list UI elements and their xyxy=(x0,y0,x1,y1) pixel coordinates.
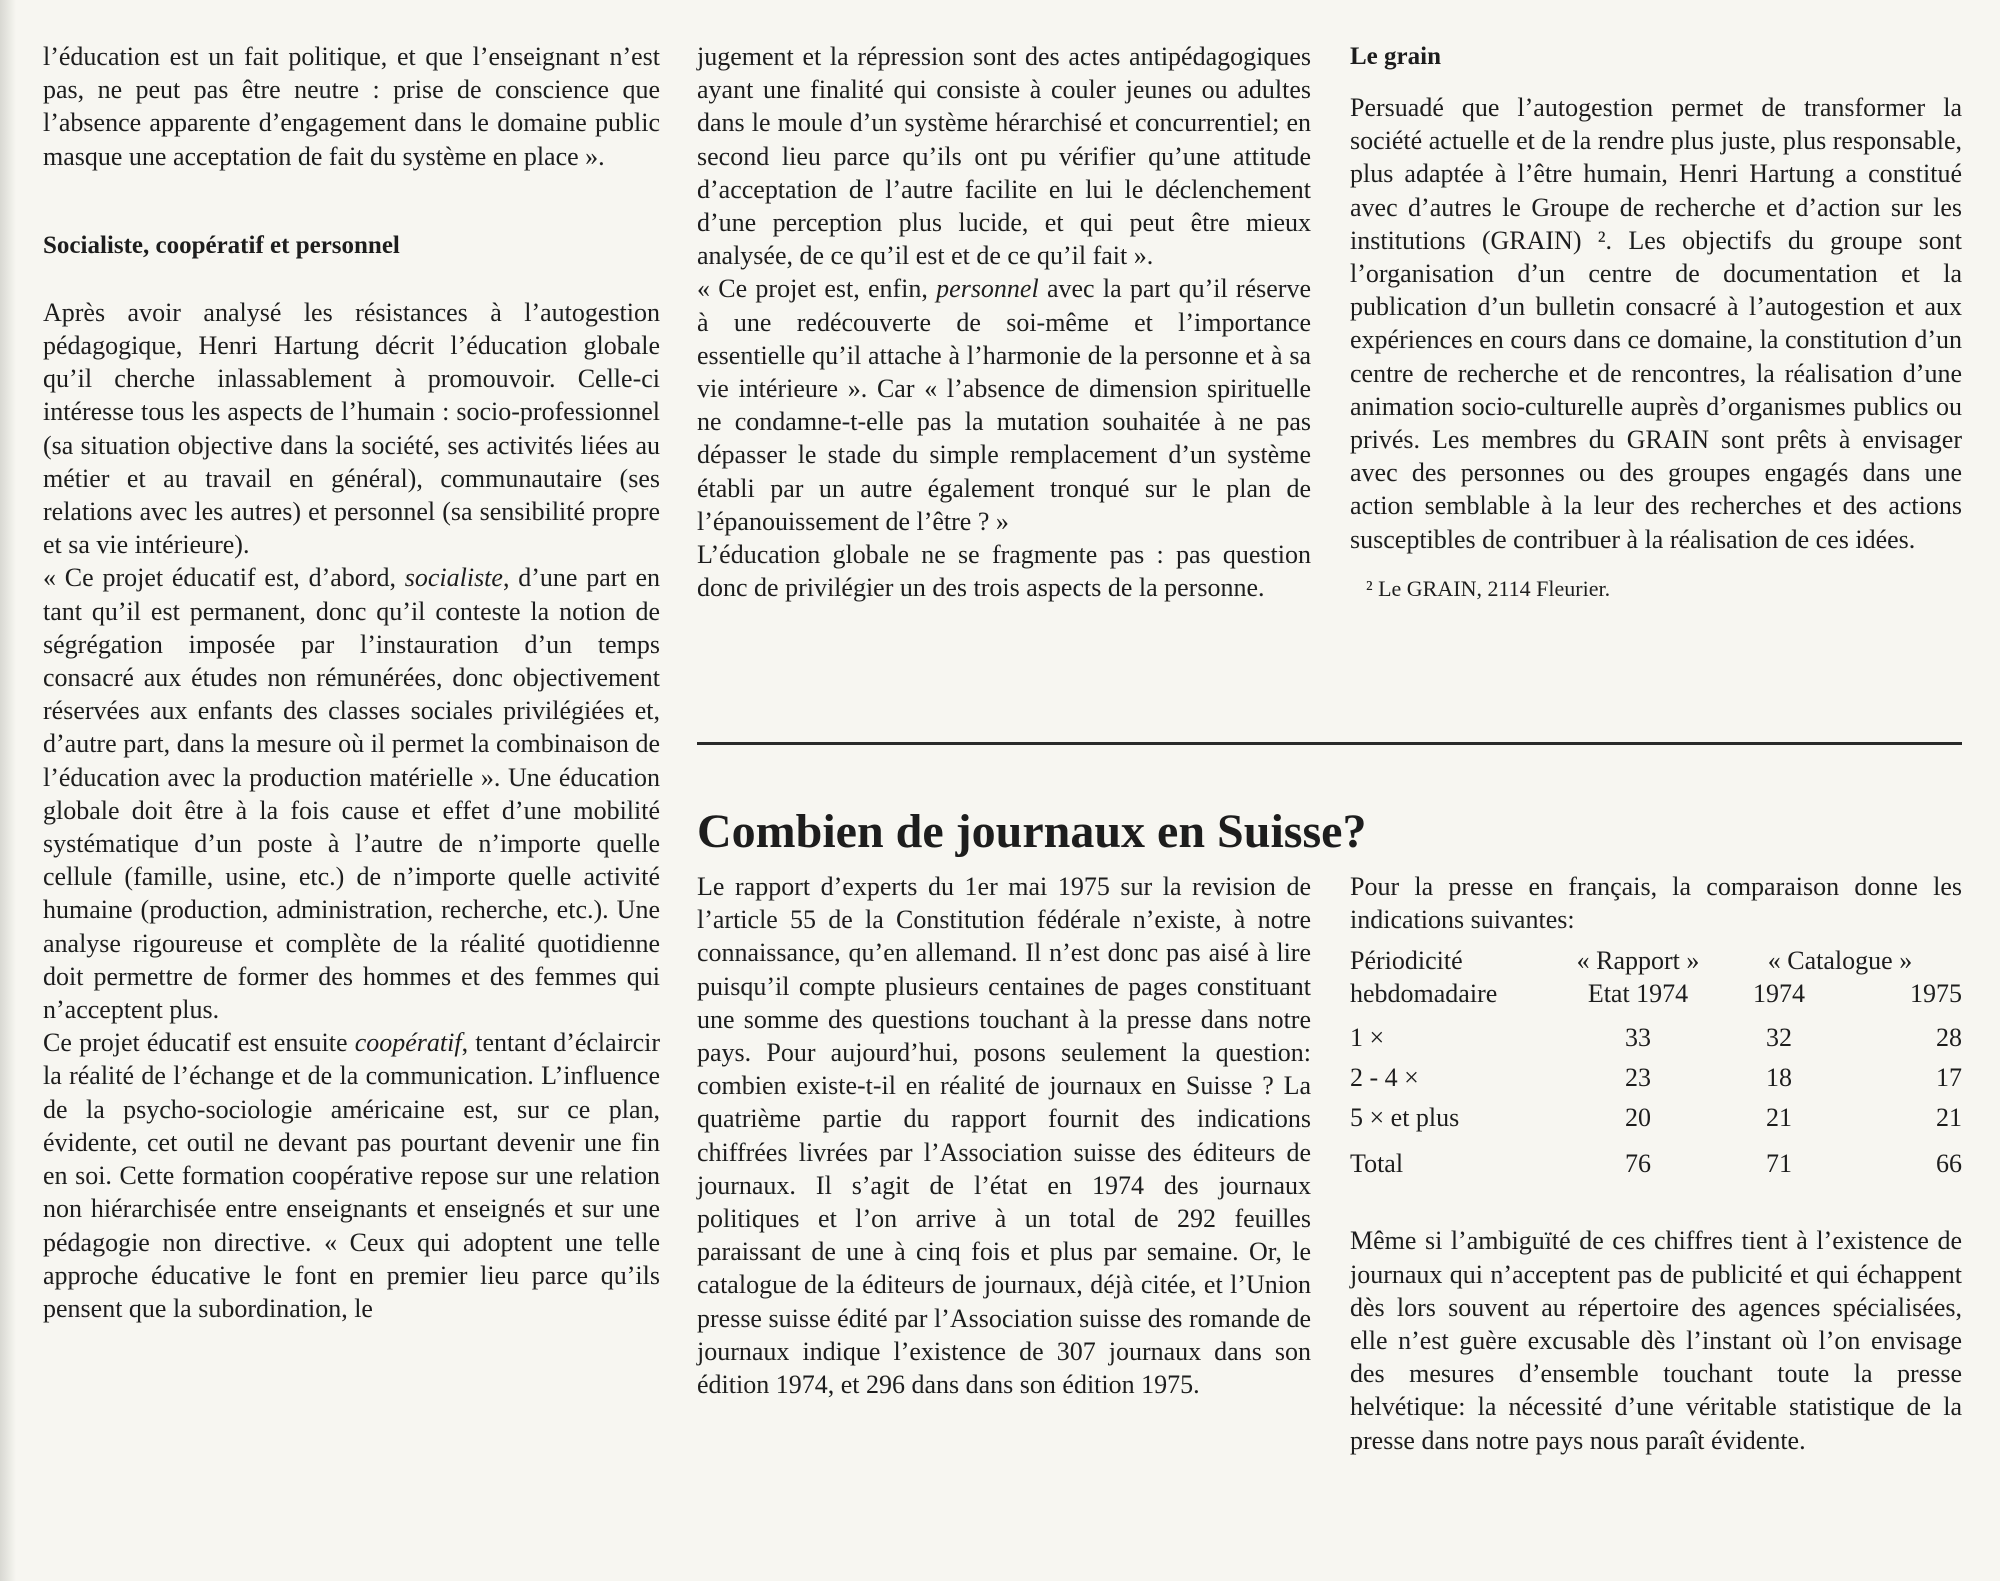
table-header-cell: hebdomadaire xyxy=(1350,979,1498,1009)
table-header-cell: « Catalogue » xyxy=(1767,946,1913,976)
table-header-cell: « Rapport » xyxy=(1576,946,1700,976)
article-headline: Combien de journaux en Suisse? xyxy=(697,805,1367,858)
column-1 xyxy=(43,40,660,1325)
footnote-grain: ² Le GRAIN, 2114 Fleurier. xyxy=(1366,575,1611,601)
table-header-cell: 1975 xyxy=(1910,979,1962,1009)
col2-paragraph-3: L’éducation globale ne se fragmente pas : pas question donc de privilégier un des trois aspects de la personne. xyxy=(697,540,1311,603)
table-cell: 66 xyxy=(1936,1149,1962,1179)
table-cell: 20 xyxy=(1625,1103,1651,1133)
table-cell: 71 xyxy=(1766,1149,1792,1179)
section-divider-rule xyxy=(697,742,1962,745)
table-cell: 17 xyxy=(1936,1063,1962,1093)
press-statistics-table xyxy=(1350,944,1962,1184)
table-cell: 1 × xyxy=(1350,1023,1385,1053)
table-cell: 5 × et plus xyxy=(1350,1103,1460,1133)
table-cell: Total xyxy=(1350,1149,1404,1179)
article-intro: Pour la presse en français, la comparaison donne les indications suivantes: xyxy=(1350,872,1962,935)
table-row xyxy=(1350,1098,1962,1138)
col1-paragraph-1: l’éducation est un fait politique, et que l’enseignant n’est pas, ne peut pas être neutre : prise de conscience que l’absence apparente d’engagement dans le domaine public masque une acceptation de fait du système en place ». xyxy=(43,42,660,171)
article-column-right xyxy=(1350,870,1962,1457)
column-2 xyxy=(697,40,1311,604)
col2-paragraph-1: jugement et la répression sont des actes antipédagogiques ayant une finalité qui consiste à couler jeunes ou adultes dans le moule d’un système hérarchisé et concurrentiel; en second lieu parce qu’ils ont pu vérifier qu’une attitude d’acceptation de l’autre facilite en lui le déclenchement d’une perception plus lucide, et qui peut être mieux analysée, de ce qu’il est et de ce qu’il fait ». xyxy=(697,42,1311,271)
table-header-cell: Périodicité xyxy=(1350,946,1463,976)
table-cell: 2 - 4 × xyxy=(1350,1063,1419,1093)
table-cell: 76 xyxy=(1625,1149,1651,1179)
section-heading-socialiste: Socialiste, coopératif et personnel xyxy=(43,231,400,259)
table-row xyxy=(1350,1058,1962,1098)
table-cell: 32 xyxy=(1766,1023,1792,1053)
table-cell: 28 xyxy=(1936,1023,1962,1053)
page-edge-shadow xyxy=(0,0,16,1581)
col2-paragraph-2: « Ce projet est, enfin, personnel avec la part qu’il réserve à une redécouverte de soi-même et l’importance essentielle qu’il attache à l’harmonie de la personne et à sa vie intérieure ». Car « l’absence de dimension spirituelle ne condamne-t-elle pas la mutation souhaitée à ne pas dépasser le stade du simple remplacement d’un système établi par un autre également tronqué sur le plan de l’épanouissement de l’être ? » xyxy=(697,274,1311,536)
col1-paragraph-4: Ce projet éducatif est ensuite coopératif, tentant d’éclaircir la réalité de l’échange et de la communication. L’influence de la psycho-sociologie américaine est, sur ce plan, évidente, cet outil ne devant pas pourtant devenir une fin en soi. Cette formation coopérative repose sur une relation non hiérarchisée entre enseignants et enseignés et sur une pédagogie non directive. « Ceux qui adoptent une telle approche éducative le font en premier lieu parce qu’ils pensent que la subordination, le xyxy=(43,1028,661,1323)
column-3 xyxy=(1350,40,1962,604)
article-column-left xyxy=(697,870,1311,1401)
article-paragraph-2: Même si l’ambiguïté de ces chiffres tient à l’existence de journaux qui n’acceptent pas de publicité et qui échappent dès lors souvent au répertoire des agences spécialisées, elle n’est guère excusable dès l’instant où l’on envisage des mesures d’ensemble touchant toute la presse helvétique: la nécessité d’une véritable statistique de la presse dans notre pays nous paraît évidente. xyxy=(1350,1226,1962,1455)
table-cell: 18 xyxy=(1766,1063,1792,1093)
table-row xyxy=(1350,1010,1962,1058)
table-header-cell: 1974 xyxy=(1753,979,1805,1009)
col3-paragraph-1: Persuadé que l’autogestion permet de transformer la société actuelle et de la rendre plus juste, plus responsable, plus adaptée à l’être humain, Henri Hartung a constitué avec d’autres le Groupe de recherche et d’action sur les institutions (GRAIN) ². Les objectifs du groupe sont l’organisation d’un centre de documentation et la publication d’un bulletin consacré à l’autogestion et aux expériences en cours dans ce domaine, la constitution d’un centre de recherche et de rencontres, la réalisation d’une animation socio-culturelle auprès d’organismes publics ou privés. Les membres du GRAIN sont prêts à envisager avec des personnes ou des groupes engagés dans une action semblable à la leur des recherches et des actions susceptibles de contribuer à la réalisation de ces idées. xyxy=(1350,93,1962,554)
table-cell: 23 xyxy=(1625,1063,1651,1093)
table-cell: 21 xyxy=(1766,1103,1792,1133)
article-paragraph-1: Le rapport d’experts du 1er mai 1975 sur la revision de l’article 55 de la Constitution fédérale n’existe, à notre connaissance, qu’en allemand. Il n’est donc pas aisé à lire puisqu’il compte plusieurs centaines de pages constituant une somme des questions touchant à la presse dans notre pays. Pour aujourd’hui, posons seulement la question: combien existe-t-il en réalité de journaux en Suisse ? La quatrième partie du rapport fournit des indications chiffrées livrées par l’Association suisse des éditeurs de journaux. Il s’agit de l’état en 1974 des journaux politiques et l’on arrive à un total de 292 feuilles paraissant de une à cinq fois et plus par semaine. Or, le catalogue de la éditeurs de journaux, déjà citée, et l’Union presse suisse édité par l’Association suisse des romande de journaux indique l’existence de 307 journaux dans son édition 1974, et 296 dans dans son édition 1975. xyxy=(697,872,1311,1400)
col1-paragraph-3: « Ce projet éducatif est, d’abord, socialiste, d’une part en tant qu’il est permanent, donc qu’il conteste la notion de ségrégation imposée par l’instauration d’un temps consacré aux études non rémunérées, donc objectivement réservées aux enfants des classes sociales privilégiées et, d’autre part, dans la mesure où il permet la combinaison de l’éducation avec la production matérielle ». Une éducation globale doit être à la fois cause et effet d’une mobilité systématique d’un poste à l’autre de n’importe quelle cellule (famille, usine, etc.) de n’importe quelle activité humaine (production, administration, recherche, etc.). Une analyse rigoureuse et complète de la réalité quotidienne doit permettre de former des hommes et des femmes qui n’acceptent plus. xyxy=(43,563,660,1025)
col1-paragraph-2: Après avoir analysé les résistances à l’autogestion pédagogique, Henri Hartung décrit l’éducation globale qu’il cherche inlassablement à promouvoir. Celle-ci intéresse tous les aspects de l’humain : socio-professionnel (sa situation objective dans la société, ses activités liées au métier et au travail en général), communautaire (ses relations avec les autres) et personnel (sa sensibilité propre et sa vie intérieure). xyxy=(43,297,660,560)
table-cell: 21 xyxy=(1936,1103,1962,1133)
table-cell: 33 xyxy=(1625,1023,1651,1053)
table-header-row-2 xyxy=(1350,977,1962,1010)
table-header-cell: Etat 1974 xyxy=(1587,979,1689,1009)
section-heading-le-grain: Le grain xyxy=(1350,43,1441,70)
table-header-row-1 xyxy=(1350,944,1962,977)
table-row-total xyxy=(1350,1138,1962,1184)
